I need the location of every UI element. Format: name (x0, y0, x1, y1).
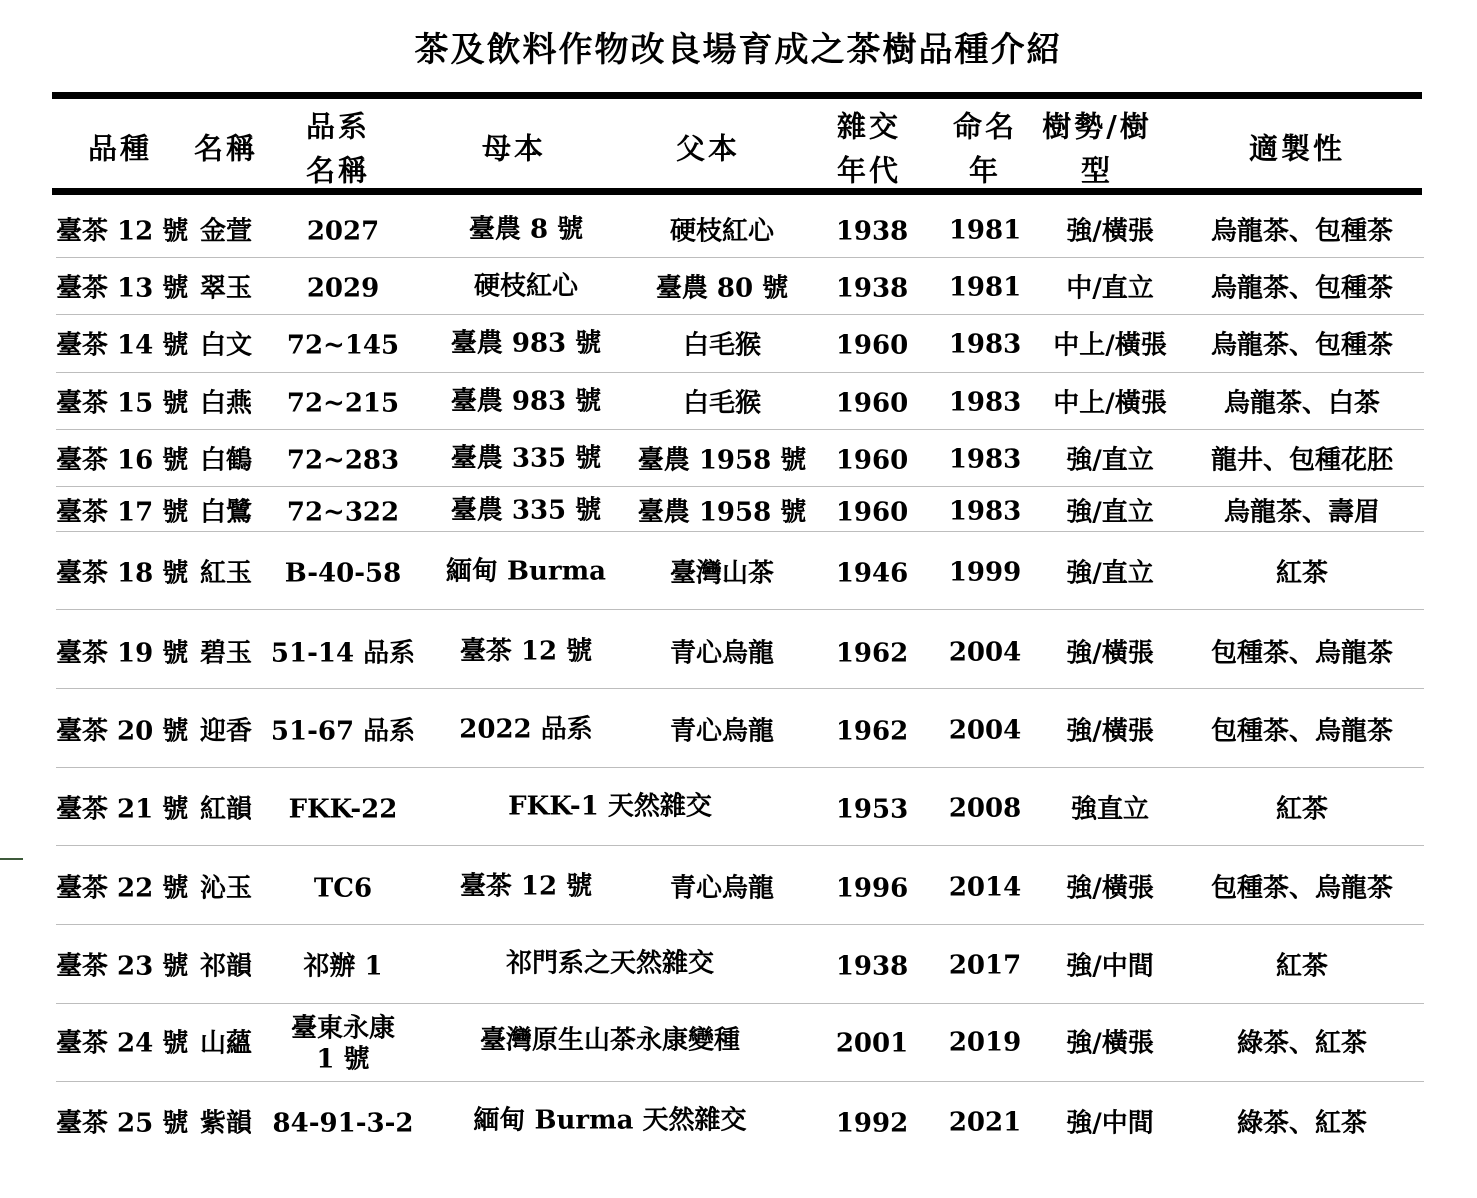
cell-named-year: 2014 (948, 872, 1022, 903)
cell-line (273, 1109, 414, 1140)
column-header-line: 適製性 (1248, 131, 1346, 166)
cell-line (303, 952, 382, 983)
row-divider (56, 314, 1424, 315)
cell-variety: 臺茶 21 號 (56, 794, 189, 825)
cell-vigor: 強/直立 (1066, 445, 1154, 476)
cell-cross-year: 2001 (835, 1028, 909, 1059)
column-header-line: 樹勢/樹 (1042, 109, 1152, 144)
cell-suitability: 烏龍茶、壽眉 (1223, 497, 1381, 528)
cell-name: 祁韻 (199, 951, 253, 982)
cell-suitability: 龍井、包種花胚 (1210, 445, 1394, 476)
cell-named-year: 2019 (948, 1027, 1022, 1058)
row-divider (56, 845, 1424, 846)
cell-name: 翠玉 (199, 273, 253, 304)
cell-line (271, 717, 415, 748)
cell-cross-year: 1996 (835, 873, 909, 904)
cell-name: 沁玉 (199, 873, 253, 904)
column-header-line: 年代 (836, 153, 902, 187)
cell-name: 迎香 (199, 716, 253, 747)
cell-cross-year: 1960 (835, 445, 909, 476)
cell-suitability: 紅茶 (1275, 794, 1329, 825)
cell-mother: 緬甸 Burma (446, 556, 606, 587)
cell-line (287, 446, 399, 477)
cell-vigor: 強/直立 (1066, 558, 1154, 589)
cell-line-text: 臺東永康 (290, 1013, 396, 1044)
cell-line-text: B-40-58 (284, 558, 402, 589)
row-divider (56, 486, 1424, 487)
cell-variety: 臺茶 13 號 (56, 273, 189, 304)
cell-father: 青心烏龍 (669, 638, 775, 669)
cell-vigor: 強/橫張 (1066, 216, 1154, 247)
column-header-cross_year (837, 106, 901, 193)
cell-line (285, 559, 401, 590)
cell-father: 青心烏龍 (669, 873, 775, 904)
cell-line (289, 795, 398, 826)
cell-cross-year: 1960 (835, 497, 909, 528)
cell-line-text: TC6 (313, 873, 373, 904)
column-header-mother (482, 127, 546, 171)
cell-cross-year: 1953 (835, 794, 909, 825)
cell-line-text: 72~283 (286, 445, 400, 476)
row-divider (56, 1003, 1424, 1004)
cell-line (271, 639, 415, 670)
column-header-line: 品種 (87, 131, 153, 166)
cell-vigor: 強直立 (1070, 794, 1150, 825)
row-divider (56, 372, 1424, 373)
column-header-line: 品系 (305, 109, 371, 144)
cell-variety: 臺茶 22 號 (56, 873, 189, 904)
cell-suitability: 綠茶、紅茶 (1236, 1108, 1368, 1139)
cell-named-year: 1983 (948, 444, 1022, 475)
row-divider (56, 531, 1424, 532)
cell-variety: 臺茶 19 號 (56, 638, 189, 669)
cell-line (287, 498, 399, 529)
column-header-line: 父本 (675, 131, 741, 166)
cell-named-year: 2017 (948, 950, 1022, 981)
cell-cross-year: 1960 (835, 388, 909, 419)
cell-line (291, 1013, 395, 1074)
cell-parents: 祁門系之天然雜交 (505, 948, 715, 979)
cell-named-year: 2008 (948, 793, 1022, 824)
cell-mother: 臺農 335 號 (450, 495, 602, 526)
cell-variety: 臺茶 17 號 (56, 497, 189, 528)
cell-line-text: 72~322 (286, 497, 400, 528)
cell-vigor: 中上/橫張 (1053, 388, 1167, 419)
cell-vigor: 強/中間 (1066, 1108, 1154, 1139)
cell-suitability: 包種茶、烏龍茶 (1210, 716, 1394, 747)
cell-named-year: 1981 (948, 215, 1022, 246)
cell-named-year: 1983 (948, 496, 1022, 527)
cell-line (287, 331, 399, 362)
row-divider (56, 924, 1424, 925)
cell-suitability: 紅茶 (1275, 558, 1329, 589)
row-divider (56, 688, 1424, 689)
cell-mother: 臺農 335 號 (450, 443, 602, 474)
cell-named-year: 1981 (948, 272, 1022, 303)
row-divider (56, 1081, 1424, 1082)
cell-father: 臺農 80 號 (655, 273, 789, 304)
cell-variety: 臺茶 25 號 (56, 1108, 189, 1139)
cell-suitability: 紅茶 (1275, 951, 1329, 982)
table-top-rule (52, 92, 1422, 99)
cell-line-text: 51-67 品系 (270, 716, 416, 747)
cell-named-year: 2004 (948, 715, 1022, 746)
column-header-line (306, 106, 370, 193)
cell-variety: 臺茶 16 號 (56, 445, 189, 476)
cell-line-text: 72~145 (286, 330, 400, 361)
cell-name: 碧玉 (199, 638, 253, 669)
cell-named-year: 2004 (948, 637, 1022, 668)
cell-named-year: 2021 (948, 1107, 1022, 1138)
cell-name: 白燕 (199, 388, 253, 419)
cell-line-text: 2027 (306, 216, 380, 247)
row-divider (56, 609, 1424, 610)
cell-line-text: 51-14 品系 (270, 638, 416, 669)
cell-suitability: 烏龍茶、包種茶 (1210, 273, 1394, 304)
cell-suitability: 包種茶、烏龍茶 (1210, 638, 1394, 669)
cell-father: 青心烏龍 (669, 716, 775, 747)
cell-suitability: 烏龍茶、白茶 (1223, 388, 1381, 419)
column-header-named_year (953, 106, 1017, 193)
column-header-line: 雜交 (836, 109, 902, 144)
cell-cross-year: 1992 (835, 1108, 909, 1139)
cell-name: 紫韻 (199, 1108, 253, 1139)
cell-name: 紅玉 (199, 558, 253, 589)
cell-named-year: 1983 (948, 329, 1022, 360)
cell-variety: 臺茶 15 號 (56, 388, 189, 419)
cell-line-text: 72~215 (286, 388, 400, 419)
column-header-vigor (1042, 106, 1152, 193)
cell-name: 金萱 (199, 216, 253, 247)
cell-vigor: 強/中間 (1066, 951, 1154, 982)
cell-cross-year: 1938 (835, 951, 909, 982)
cell-father: 白毛猴 (682, 330, 762, 361)
cell-parents: 臺灣原生山茶永康變種 (479, 1025, 741, 1056)
cell-variety: 臺茶 24 號 (56, 1028, 189, 1059)
column-header-father (676, 127, 740, 171)
cell-name: 白鷺 (199, 497, 253, 528)
cell-mother: 臺茶 12 號 (459, 871, 593, 902)
cell-name: 白文 (199, 330, 253, 361)
cell-parents: 緬甸 Burma 天然雜交 (473, 1105, 747, 1136)
cell-mother: 2022 品系 (459, 714, 593, 745)
cell-father: 硬枝紅心 (669, 216, 775, 247)
row-divider (56, 767, 1424, 768)
column-header-line: 命名 (952, 109, 1018, 144)
cell-mother: 臺農 983 號 (450, 386, 602, 417)
cell-name: 山蘊 (199, 1028, 253, 1059)
cell-line (307, 274, 379, 305)
cell-variety: 臺茶 20 號 (56, 716, 189, 747)
cell-vigor: 強/橫張 (1066, 638, 1154, 669)
cell-cross-year: 1938 (835, 216, 909, 247)
cell-line-text: 祁辦 1 (303, 951, 383, 982)
cell-suitability: 烏龍茶、包種茶 (1210, 216, 1394, 247)
cell-line (287, 389, 399, 420)
cell-cross-year: 1962 (835, 638, 909, 669)
cell-line-text: FKK-22 (288, 794, 398, 825)
cell-cross-year: 1962 (835, 716, 909, 747)
cell-vigor: 中/直立 (1066, 273, 1154, 304)
cell-suitability: 包種茶、烏龍茶 (1210, 873, 1394, 904)
cell-variety: 臺茶 18 號 (56, 558, 189, 589)
cell-mother: 硬枝紅心 (473, 271, 579, 302)
cell-vigor: 強/橫張 (1066, 716, 1154, 747)
cell-vigor: 強/直立 (1066, 497, 1154, 528)
column-header-line: 母本 (481, 131, 547, 166)
cell-vigor: 強/橫張 (1066, 1028, 1154, 1059)
cell-cross-year: 1938 (835, 273, 909, 304)
row-divider (56, 257, 1424, 258)
cell-vigor: 強/橫張 (1066, 873, 1154, 904)
cell-cross-year: 1960 (835, 330, 909, 361)
column-header-line: 名稱 (305, 153, 371, 187)
column-header-suitability (1249, 127, 1345, 171)
column-header-variety (88, 127, 152, 171)
cell-father: 白毛猴 (682, 388, 762, 419)
cell-father: 臺農 1958 號 (637, 497, 807, 528)
cell-suitability: 烏龍茶、包種茶 (1210, 330, 1394, 361)
cell-variety: 臺茶 14 號 (56, 330, 189, 361)
page-title: 茶及飲料作物改良場育成之茶樹品種介紹 (414, 30, 1063, 70)
cell-line (314, 874, 372, 905)
cell-mother: 臺農 8 號 (468, 214, 584, 245)
cell-line-text: 2029 (306, 273, 380, 304)
margin-marker (0, 858, 23, 860)
cell-cross-year: 1946 (835, 558, 909, 589)
cell-mother: 臺農 983 號 (450, 328, 602, 359)
cell-suitability: 綠茶、紅茶 (1236, 1028, 1368, 1059)
cell-name: 紅韻 (199, 794, 253, 825)
cell-line-text: 84-91-3-2 (272, 1108, 414, 1139)
cell-line-text: 1 號 (316, 1044, 370, 1074)
cell-name: 白鶴 (199, 445, 253, 476)
cell-father: 臺農 1958 號 (637, 445, 807, 476)
cell-named-year: 1983 (948, 387, 1022, 418)
column-header-name (194, 127, 258, 171)
cell-father: 臺灣山茶 (669, 558, 775, 589)
cell-variety: 臺茶 23 號 (56, 951, 189, 982)
cell-named-year: 1999 (948, 557, 1022, 588)
row-divider (56, 429, 1424, 430)
cell-parents: FKK-1 天然雜交 (508, 791, 712, 822)
table-header-rule (52, 188, 1422, 195)
cell-vigor: 中上/橫張 (1053, 330, 1167, 361)
cell-mother: 臺茶 12 號 (459, 636, 593, 667)
column-header-line: 型 (1080, 153, 1113, 187)
column-header-line: 名稱 (193, 131, 259, 166)
cell-variety: 臺茶 12 號 (56, 216, 189, 247)
column-header-line: 年 (968, 153, 1002, 187)
cell-line (307, 217, 379, 248)
